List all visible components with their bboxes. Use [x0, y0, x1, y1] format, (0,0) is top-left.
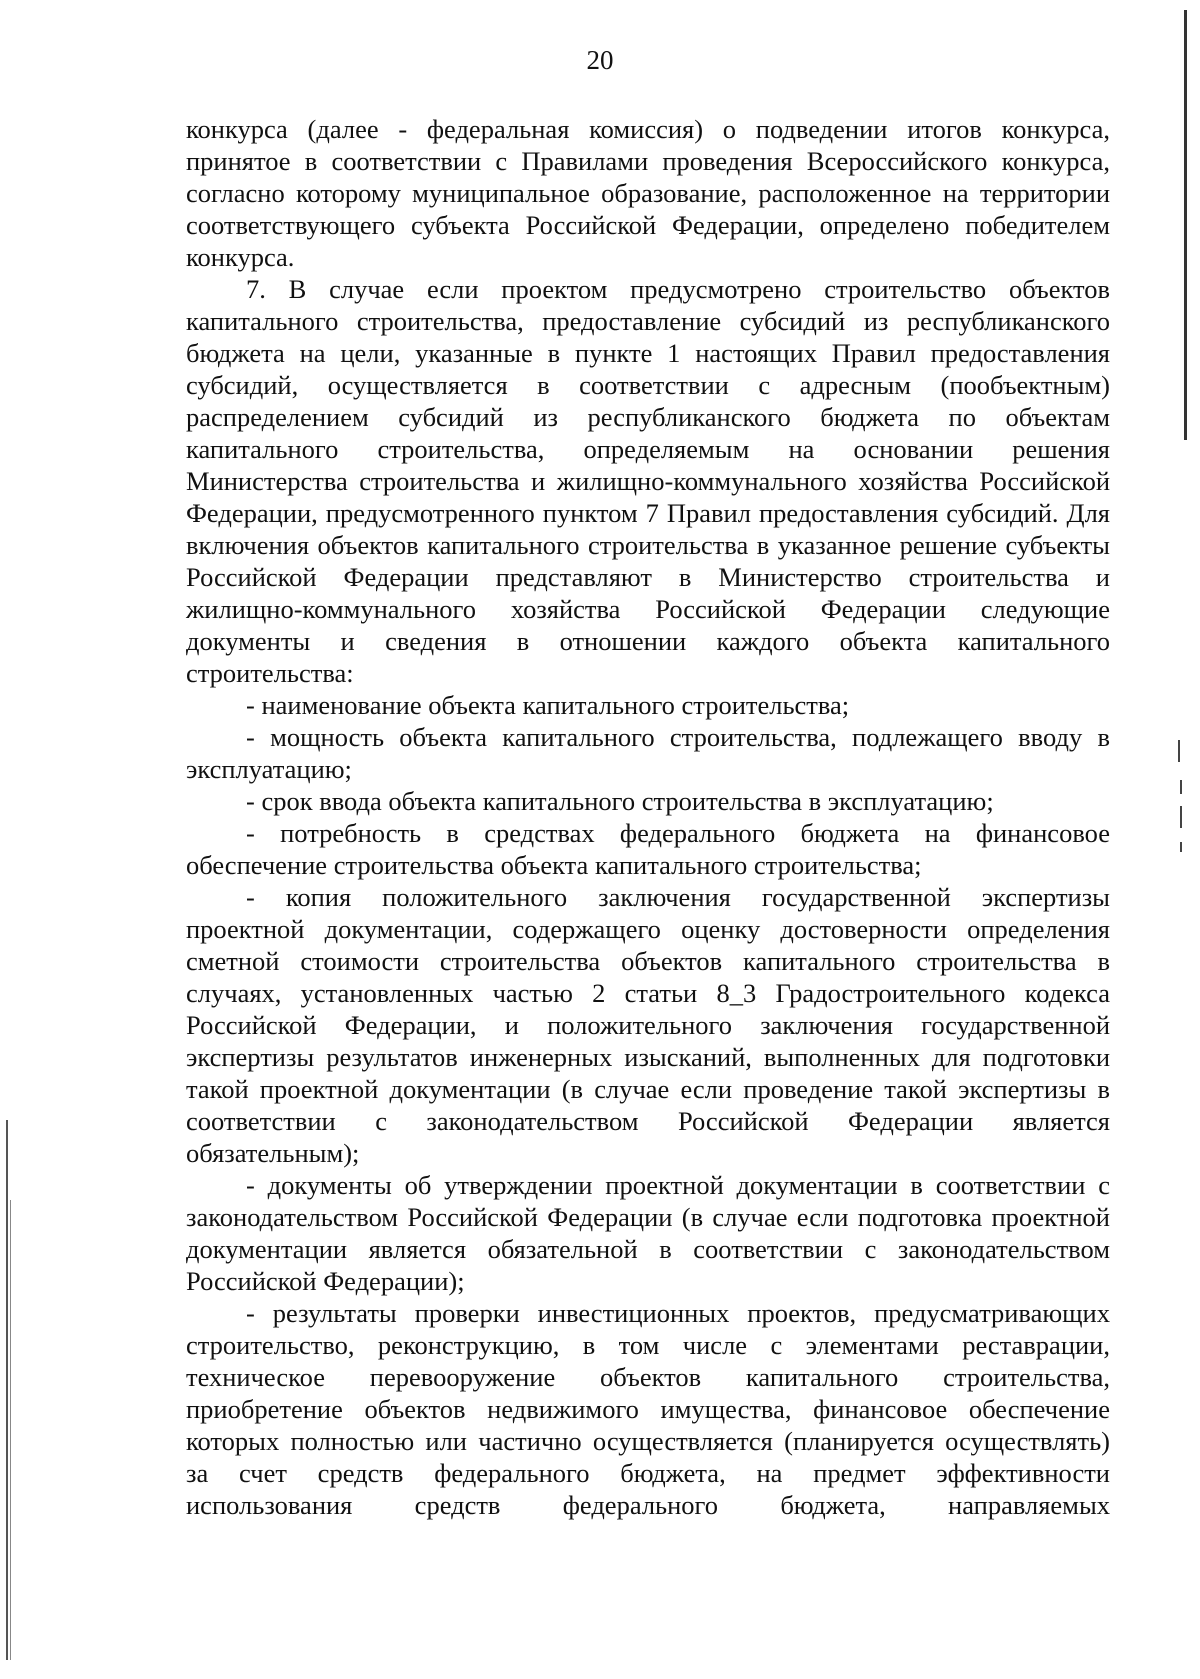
list-item: - мощность объекта капитального строительства, подлежащего вводу в эксплуатацию; [186, 722, 1110, 784]
scan-mark [1178, 740, 1180, 762]
scan-edge-left [6, 1120, 8, 1660]
list-item: - потребность в средствах федерального бюджета на финансовое обеспечение строительства объекта капитального строительства; [186, 818, 1110, 880]
scan-mark [1180, 780, 1182, 794]
scan-mark [1180, 806, 1182, 828]
paragraph-item-7: 7. В случае если проектом предусмотрено строительство объектов капитального строительства, предоставление субсидий из республиканского бюджета на цели, указанные в пункте 1 настоящих Правил предоставления субсидий, осуществляется в соответствии с адресным (пообъектным) распределением субсидий из республиканского бюджета по объектам капитального строительства, определяемым на основании решения Министерства строительства и жилищно-коммунального хозяйства Российской Федерации, предусмотренного пунктом 7 Правил предоставления субсидий. Для включения объектов капитального строительства в указанное решение субъекты Российской Федерации представляют в Министерство строительства и жилищно-коммунального хозяйства Российской Федерации следующие документы и сведения в отношении каждого объекта капитального строительства: [186, 274, 1110, 688]
list-item: - наименование объекта капитального строительства; [246, 690, 850, 720]
list-item: - срок ввода объекта капитального строительства в эксплуатацию; [246, 786, 994, 816]
page-number: 20 [586, 45, 614, 75]
paragraph-continuation: конкурса (далее - федеральная комиссия) о подведении итогов конкурса, принятое в соответствии с Правилами проведения Всероссийского конкурса, согласно которому муниципальное образование, расположенное на территории соответствующего субъекта Российской Федерации, определено победителем конкурса. [186, 114, 1110, 272]
list-item: - результаты проверки инвестиционных проектов, предусматривающих строительство, реконструкцию, в том числе с элементами реставрации, техническое перевооружение объектов капитального строительства, приобретение объектов недвижимого имущества, финансовое обеспечение которых полностью или частично осуществляется (планируется осуществлять) за счет средств федерального бюджета, на предмет эффективности использования средств федерального бюджета, направляемых [186, 1298, 1110, 1520]
scan-mark [1180, 842, 1182, 852]
list-item: - документы об утверждении проектной документации в соответствии с законодательством Российской Федерации (в случае если подготовка проектной документации является обязательной в соответствии с законодательством Российской Федерации); [186, 1170, 1110, 1296]
list-item: - копия положительного заключения государственной экспертизы проектной документации, содержащего оценку достоверности определения сметной стоимости строительства объектов капитального строительства в случаях, установленных частью 2 статьи 8_3 Градостроительного кодекса Российской Федерации, и положительного заключения государственной экспертизы результатов инженерных изысканий, выполненных для подготовки такой проектной документации (в случае если проведение такой экспертизы в соответствии с законодательством Российской Федерации является обязательным); [186, 882, 1110, 1168]
scan-edge-left [10, 1200, 11, 1660]
document-body [186, 113, 1110, 1521]
